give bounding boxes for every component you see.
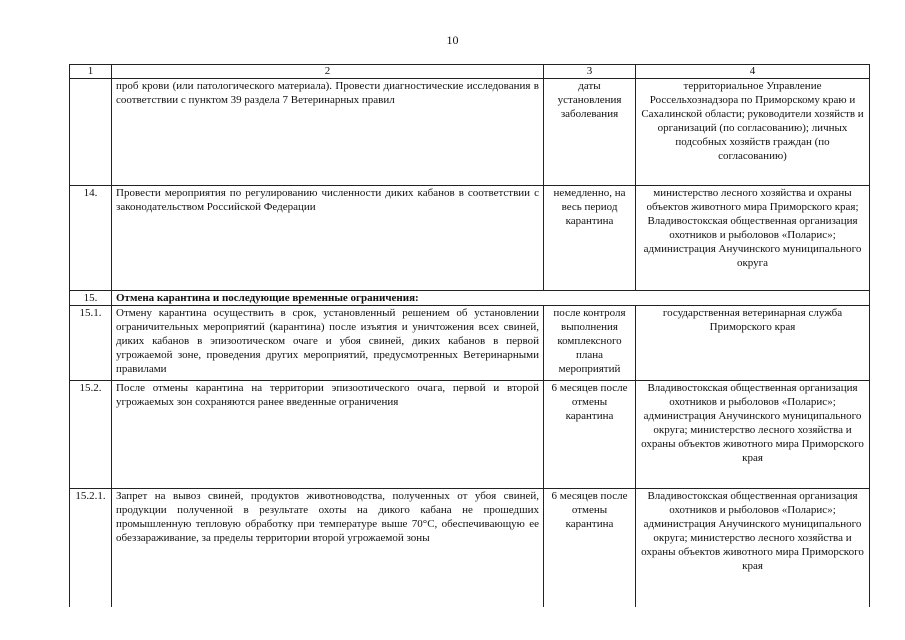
deadline-cell: немедленно, на весь период карантина bbox=[544, 186, 636, 291]
page-number: 10 bbox=[446, 33, 459, 47]
row-number: 14. bbox=[70, 186, 112, 291]
deadline-cell: 6 месяцев после отмены карантина bbox=[544, 381, 636, 489]
responsible-cell: государственная ветеринарная служба Приморского края bbox=[636, 306, 870, 381]
responsible-cell: Владивостокская общественная организация охотников и рыболовов «Поларис»; администрация Анучинского муниципального округа; министерство лесного хозяйства и охраны объектов животного мира Приморского края bbox=[636, 489, 870, 608]
table-header-row bbox=[70, 65, 870, 79]
table-row bbox=[70, 381, 870, 489]
header-cell: 4 bbox=[636, 65, 870, 79]
responsible-cell: территориальное Управление Россельхознадзора по Приморскому краю и Сахалинской области; руководители хозяйств и организаций (по согласованию); личных подсобных хозяйств граждан (по согласованию) bbox=[636, 79, 870, 186]
row-number: 15.1. bbox=[70, 306, 112, 381]
header-cell: 1 bbox=[70, 65, 112, 79]
table-row bbox=[70, 489, 870, 608]
responsible-cell: министерство лесного хозяйства и охраны объектов животного мира Приморского края; Владивостокская общественная организация охотников и рыболовов «Поларис»; администрация Анучинского муниципального округа bbox=[636, 186, 870, 291]
measures-table bbox=[69, 64, 870, 607]
measure-cell: Запрет на вывоз свиней, продуктов животноводства, полученных от убоя свиней, продукции полученной в результате охоты на дикого кабана не прошедших промышленную тепловую обработку при температуре выше 70°С, обеспечивающую ее обеззараживание, за пределы территории второй угрожаемой зоны bbox=[112, 489, 544, 608]
row-number: 15.2.1. bbox=[70, 489, 112, 608]
table-row bbox=[70, 79, 870, 186]
row-number bbox=[70, 79, 112, 186]
responsible-cell: Владивостокская общественная организация охотников и рыболовов «Поларис»; администрация Анучинского муниципального округа; министерство лесного хозяйства и охраны объектов животного мира Приморского края bbox=[636, 381, 870, 489]
deadline-cell: даты установления заболевания bbox=[544, 79, 636, 186]
measure-cell: Провести мероприятия по регулированию численности диких кабанов в соответствии с законодательством Российской Федерации bbox=[112, 186, 544, 291]
measure-cell: проб крови (или патологического материала). Провести диагностические исследования в соответствии с пунктом 39 раздела 7 Ветеринарных правил bbox=[112, 79, 544, 186]
row-number: 15. bbox=[70, 291, 112, 306]
deadline-cell: после контроля выполнения комплексного плана мероприятий bbox=[544, 306, 636, 381]
measure-cell: После отмены карантина на территории эпизоотического очага, первой и второй угрожаемых зон сохраняются ранее введенные ограничения bbox=[112, 381, 544, 489]
deadline-cell: 6 месяцев после отмены карантина bbox=[544, 489, 636, 608]
table-row bbox=[70, 291, 870, 306]
table-row bbox=[70, 186, 870, 291]
section-heading: Отмена карантина и последующие временные ограничения: bbox=[112, 291, 870, 306]
header-cell: 2 bbox=[112, 65, 544, 79]
measure-cell: Отмену карантина осуществить в срок, установленный решением об установлении ограничительных мероприятий (карантина) после изъятия и уничтожения всех свиней, диких кабанов в эпизоотическом очаге и убоя свиней, диких кабанов в первой угрожаемой зоне, проведения других мероприятий, предусмотренных Ветеринарными правилами bbox=[112, 306, 544, 381]
row-number: 15.2. bbox=[70, 381, 112, 489]
header-cell: 3 bbox=[544, 65, 636, 79]
table-row bbox=[70, 306, 870, 381]
